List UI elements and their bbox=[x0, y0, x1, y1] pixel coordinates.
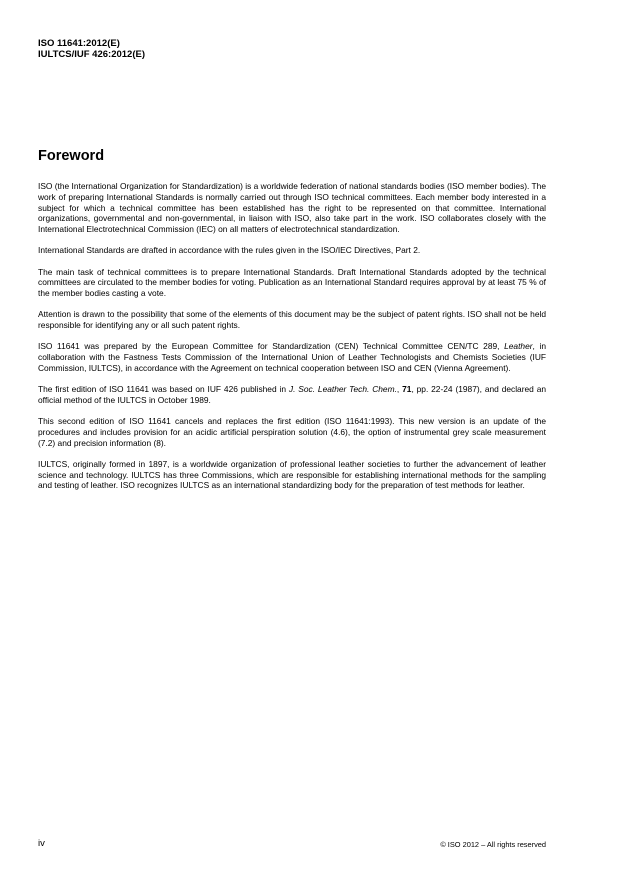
text-segment: , bbox=[396, 384, 403, 395]
paragraph-iultcs: IULTCS, originally formed in 1897, is a worldwide organization of professional leather societies to further the advancement of leather science and technology. IULTCS has three Commissions, which are responsible for establishing international methods for the sampling and testing of leather. ISO recognizes IULTCS as an international standardizing body for the preparation of test methods for leather. bbox=[38, 458, 546, 491]
text-segment: , in collaboration with the Fastness Tests Commission of the International Union of Leather Technologists and Chemists Societies (IUF Commission, IULTCS), in accordance with the Agreement on technical cooperation between ISO and CEN (Vienna Agreement). bbox=[38, 341, 546, 373]
foreword-body bbox=[38, 181, 546, 502]
paragraph-first-edition bbox=[38, 384, 546, 406]
text-segment: ISO 11641 was prepared by the European Committee for Standardization (CEN) Technical Committee CEN/TC 289, bbox=[38, 341, 505, 352]
copyright-notice: © ISO 2012 – All rights reserved bbox=[440, 840, 546, 849]
paragraph-directives: International Standards are drafted in accordance with the rules given in the ISO/IEC Directives, Part 2. bbox=[38, 245, 421, 256]
paragraph-second-edition: This second edition of ISO 11641 cancels and replaces the first edition (ISO 11641:1993). This new version is an update of the procedures and includes provision for an acidic artificial perspiration solution (4.6), the option of instrumental grey scale measurement (7.2) and precision information (8). bbox=[38, 416, 546, 448]
text-italic: J. Soc. Leather Tech. Chem. bbox=[288, 384, 397, 395]
standard-number: ISO 11641:2012(E) bbox=[38, 38, 120, 49]
iultcs-number: IULTCS/IUF 426:2012(E) bbox=[38, 49, 145, 60]
text-segment: The first edition of ISO 11641 was based on IUF 426 published in bbox=[38, 384, 289, 395]
page-title: Foreword bbox=[38, 148, 105, 164]
paragraph-preparation bbox=[38, 341, 546, 373]
paragraph-iso-intro: ISO (the International Organization for Standardization) is a worldwide federation of national standards bodies (ISO member bodies). The work of preparing International Standards is normally carried out through ISO technical committees. Each member body interested in a subject for which a technical committee has been established has the right to be represented on that committee. International organizations, governmental and non-governmental, in liaison with ISO, also take part in the work. ISO collaborates closely with the International Electrotechnical Commission (IEC) on all matters of electrotechnical standardization. bbox=[38, 181, 546, 235]
page-number: iv bbox=[38, 838, 45, 849]
text-italic: Leather bbox=[504, 341, 533, 352]
paragraph-technical-committees: The main task of technical committees is to prepare International Standards. Draft International Standards adopted by the technical committees are circulated to the member bodies for voting. Publication as an International Standard requires approval by at least 75 % of the member bodies casting a vote. bbox=[38, 266, 546, 299]
text-bold: 71 bbox=[402, 384, 412, 395]
paragraph-patent-rights: Attention is drawn to the possibility that some of the elements of this document may be the subject of patent rights. ISO shall not be held responsible for identifying any or all such patent rights. bbox=[38, 309, 546, 331]
document-header bbox=[38, 38, 145, 60]
text-segment: , pp. 22-24 (1987), and declared an official method of the IULTCS in October 1989. bbox=[38, 384, 547, 405]
